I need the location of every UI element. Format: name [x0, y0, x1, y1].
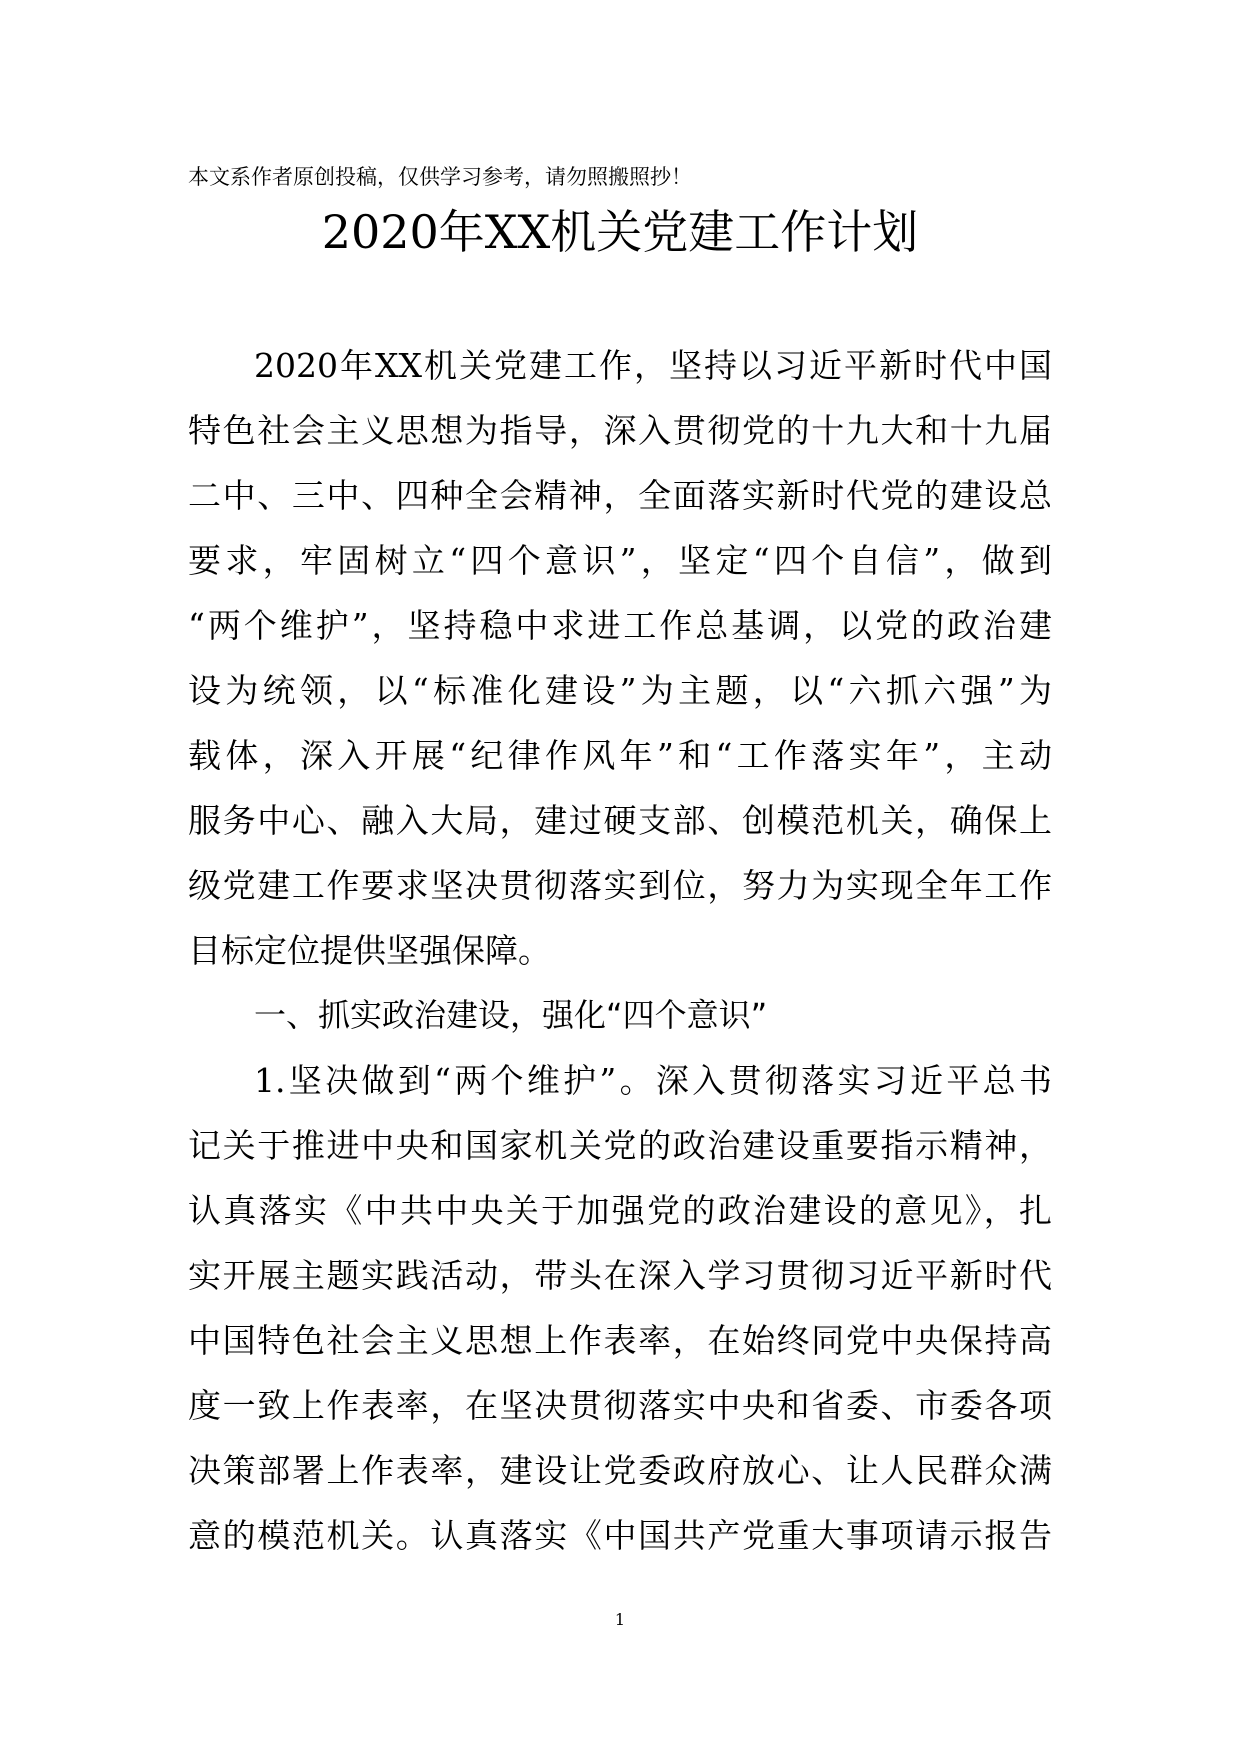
page-number: 1 — [614, 1610, 626, 1629]
paragraph-line: 服务中心、融入大局，建过硬支部、创模范机关，确保上 — [188, 801, 1052, 840]
document-title: 2020年XX机关党建工作计划 — [321, 205, 919, 259]
paragraph-line: 设为统领，以“标准化建设”为主题，以“六抓六强”为 — [188, 671, 1052, 710]
paragraph-line: 特色社会主义思想为指导，深入贯彻党的十九大和十九届 — [188, 411, 1052, 450]
document-body — [188, 333, 1052, 1568]
section-heading: 一、抓实政治建设，强化“四个意识” — [254, 996, 768, 1034]
paragraph-line: 意的模范机关。认真落实《中国共产党重大事项请示报告 — [188, 1516, 1052, 1555]
paragraph-line: 二中、三中、四种全会精神，全面落实新时代党的建设总 — [188, 476, 1052, 515]
paragraph-line: 决策部署上作表率，建设让党委政府放心、让人民群众满 — [188, 1451, 1052, 1490]
paragraph-line: “两个维护”，坚持稳中求进工作总基调，以党的政治建 — [188, 606, 1052, 645]
paragraph-line: 度一致上作表率，在坚决贯彻落实中央和省委、市委各项 — [188, 1386, 1052, 1425]
paragraph-line: 要求，牢固树立“四个意识”，坚定“四个自信”，做到 — [188, 541, 1052, 580]
paragraph-line: 1.坚决做到“两个维护”。深入贯彻落实习近平总书 — [254, 1061, 1052, 1100]
paragraph-line: 载体，深入开展“纪律作风年”和“工作落实年”，主动 — [188, 736, 1052, 775]
paragraph-line: 记关于推进中央和国家机关党的政治建设重要指示精神， — [188, 1126, 1052, 1165]
copyright-notice: 本文系作者原创投稿，仅供学习参考，请勿照搬照抄！ — [188, 165, 692, 189]
paragraph-line: 级党建工作要求坚决贯彻落实到位，努力为实现全年工作 — [188, 866, 1052, 905]
paragraph-line: 目标定位提供坚强保障。 — [188, 931, 551, 970]
paragraph-line: 认真落实《中共中央关于加强党的政治建设的意见》，扎 — [188, 1191, 1052, 1230]
paragraph-line: 中国特色社会主义思想上作表率，在始终同党中央保持高 — [188, 1321, 1052, 1360]
paragraph-line: 实开展主题实践活动，带头在深入学习贯彻习近平新时代 — [188, 1256, 1052, 1295]
paragraph-line: 2020年XX机关党建工作，坚持以习近平新时代中国 — [254, 346, 1052, 385]
